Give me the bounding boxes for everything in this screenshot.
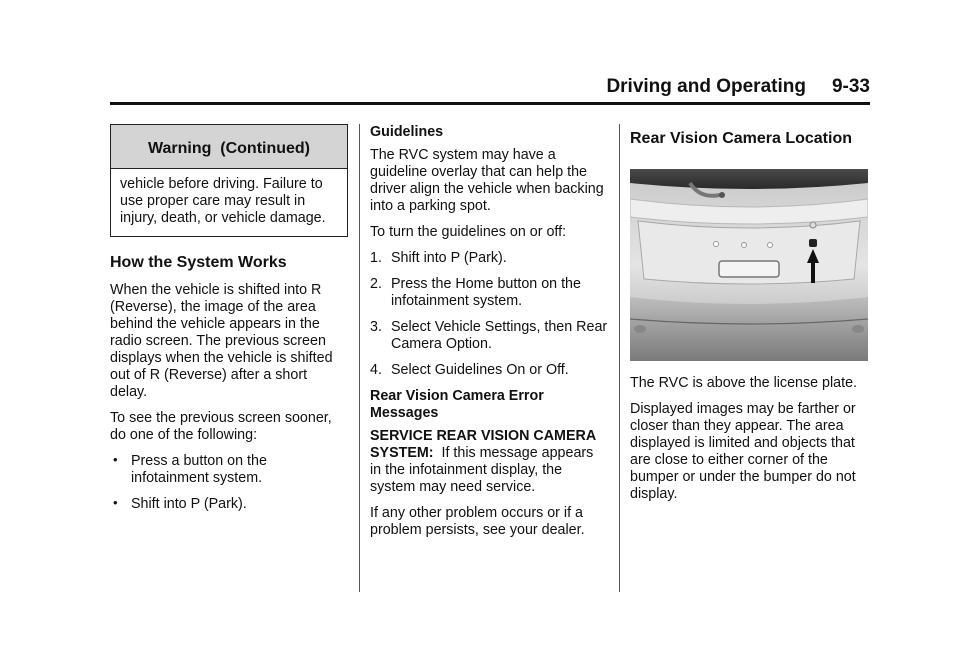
bullet-text: Press a button on the infotainment system.	[131, 453, 267, 486]
step-text: Select Guidelines On or Off.	[391, 362, 569, 378]
page-header-title	[606, 76, 870, 98]
bullet-icon: •	[113, 452, 118, 467]
column-divider	[359, 124, 360, 592]
step-item	[370, 319, 608, 353]
paragraph: Displayed images may be farther or closer than they appear. The area displayed is limited and objects that are close to either corner of the bumper or under the bumper do not display.	[630, 401, 856, 502]
step-number: 2.	[370, 276, 382, 292]
image-caption: The RVC is above the license plate.	[630, 375, 858, 391]
bullet-item	[110, 453, 348, 487]
guidelines-heading: Guidelines	[370, 124, 444, 140]
page-header	[110, 76, 870, 105]
paragraph: If any other problem occurs or if a problem persists, see your dealer.	[370, 505, 585, 538]
bullet-icon: •	[113, 495, 118, 510]
step-number: 1.	[370, 250, 382, 266]
bullet-text: Shift into P (Park).	[131, 496, 247, 512]
column-1	[110, 124, 348, 522]
warning-title: Warning (Continued)	[111, 125, 347, 169]
page-number: 9-33	[831, 76, 870, 97]
step-item	[370, 276, 608, 310]
step-number: 3.	[370, 319, 382, 335]
column-3	[630, 124, 870, 512]
paragraph: To see the previous screen sooner, do one of the following:	[110, 410, 332, 443]
warning-text: vehicle before driving. Failure to use proper care may result in injury, death, or vehicle damage.	[120, 176, 326, 226]
section-heading: How the System Works	[110, 254, 287, 271]
column-2	[370, 124, 608, 548]
step-number: 4.	[370, 362, 382, 378]
paragraph: To turn the guidelines on or off:	[370, 224, 567, 240]
section-heading: Rear Vision Camera Location	[630, 130, 852, 147]
column-divider	[619, 124, 620, 592]
error-message-text: If this message appears in the infotainment display, the system may need service.	[370, 445, 594, 495]
step-item	[370, 362, 608, 379]
rear-camera-location-image	[630, 169, 868, 361]
error-message-paragraph	[370, 428, 608, 496]
paragraph: When the vehicle is shifted into R (Reverse), the image of the area behind the vehicle appears in the radio screen. The previous screen displays when the vehicle is shifted out of R (Reverse) after a short delay.	[110, 282, 333, 400]
step-text: Shift into P (Park).	[391, 250, 507, 266]
step-text: Select Vehicle Settings, then Rear Camera Option.	[391, 319, 608, 352]
bullet-item	[110, 496, 348, 513]
paragraph: The RVC system may have a guideline overlay that can help the driver align the vehicle when backing into a parking spot.	[370, 147, 604, 214]
error-messages-heading: Rear Vision Camera Error Messages	[370, 388, 544, 421]
step-item	[370, 250, 608, 267]
step-text: Press the Home button on the infotainment system.	[391, 276, 581, 309]
error-message-label: SERVICE REAR VISION CAMERA SYSTEM:	[370, 428, 596, 461]
warning-box	[110, 124, 348, 237]
section-title: Driving and Operating	[606, 76, 806, 97]
